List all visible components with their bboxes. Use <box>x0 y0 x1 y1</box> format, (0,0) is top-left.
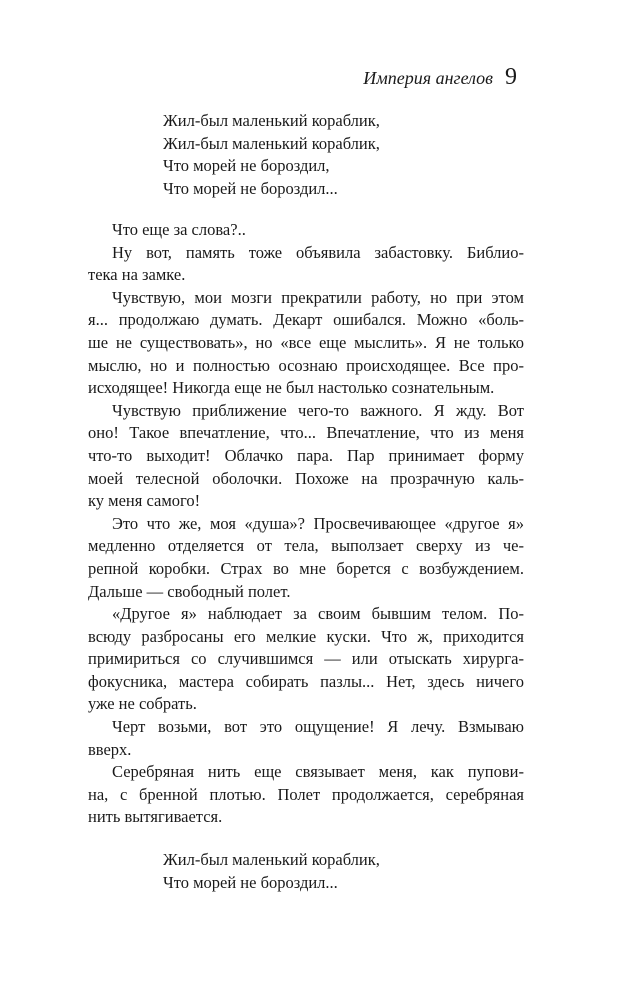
text-line: что-то выходит! Облачко пара. Пар принимает форму <box>88 445 524 465</box>
paragraph <box>88 716 524 761</box>
paragraph <box>88 242 524 287</box>
paragraph <box>88 287 524 400</box>
text-line: Дальше — свободный полет. <box>88 581 291 601</box>
text-line: Чувствую приближение чего-то важного. Я жду. Вот <box>112 400 524 420</box>
text-line: ше не существовать», но «все еще мыслить». Я не только <box>88 332 524 352</box>
running-header <box>363 64 517 91</box>
paragraph <box>88 603 524 716</box>
text-line: мыслю, но и полностью осознаю происходящее. Все про- <box>88 355 524 375</box>
text-line: оно! Такое впечатление, что... Впечатление, что из меня <box>88 423 524 443</box>
poem-line: Жил-был маленький кораблик, <box>163 133 380 153</box>
paragraph <box>88 513 524 603</box>
poem-line: Что морей не бороздил... <box>163 178 338 198</box>
poem-line: Что морей не бороздил, <box>163 156 330 176</box>
text-line: Серебряная нить еще связывает меня, как пупови- <box>112 762 524 782</box>
text-line: вверх. <box>88 739 132 759</box>
paragraph <box>88 761 524 829</box>
text-line: Что еще за слова?.. <box>112 220 246 239</box>
text-line: исходящее! Никогда еще не был настолько сознательным. <box>88 378 495 398</box>
text-line: репной коробки. Страх во мне борется с возбуждением. <box>88 558 524 578</box>
text-line: Ну вот, память тоже объявила забастовку. Библио- <box>112 242 524 262</box>
page-number: 9 <box>505 64 517 90</box>
text-line: Черт возьми, вот это ощущение! Я лечу. Взмываю <box>112 717 524 737</box>
text-line: Чувствую, мои мозги прекратили работу, но при этом <box>112 287 524 307</box>
text-line: я... продолжаю думать. Декарт ошибался. Можно «боль- <box>88 310 524 330</box>
paragraph <box>88 400 524 513</box>
poem-epigraph-top <box>163 110 380 200</box>
poem-line: Что морей не бороздил... <box>163 872 338 892</box>
poem-line: Жил-был маленький кораблик, <box>163 850 380 869</box>
text-line: моей телесной оболочки. Похоже на прозрачную каль- <box>88 468 524 488</box>
text-line: фокусника, мастера собирать пазлы... Нет, здесь ничего <box>88 671 524 691</box>
text-line: примириться со случившимся — или отыскать хирурга- <box>88 649 524 669</box>
text-line: «Другое я» наблюдает за своим бывшим телом. По- <box>112 604 524 624</box>
text-line: тека на замке. <box>88 265 186 285</box>
body-text <box>88 219 524 829</box>
text-line: всюду разбросаны его мелкие куски. Что ж, приходится <box>88 626 524 646</box>
poem-line: Жил-был маленький кораблик, <box>163 111 380 130</box>
text-line: ку меня самого! <box>88 491 201 511</box>
running-title: Империя ангелов <box>363 68 493 88</box>
text-line: Это что же, моя «душа»? Просвечивающее «другое я» <box>112 513 524 533</box>
poem-epigraph-bottom <box>163 849 380 894</box>
text-line: нить вытягивается. <box>88 807 223 827</box>
paragraph <box>88 219 524 242</box>
text-line: медленно отделяется от тела, выползает сверху из че- <box>88 536 524 556</box>
text-line: на, с бренной плотью. Полет продолжается, серебряная <box>88 784 524 804</box>
text-line: уже не собрать. <box>88 694 197 714</box>
